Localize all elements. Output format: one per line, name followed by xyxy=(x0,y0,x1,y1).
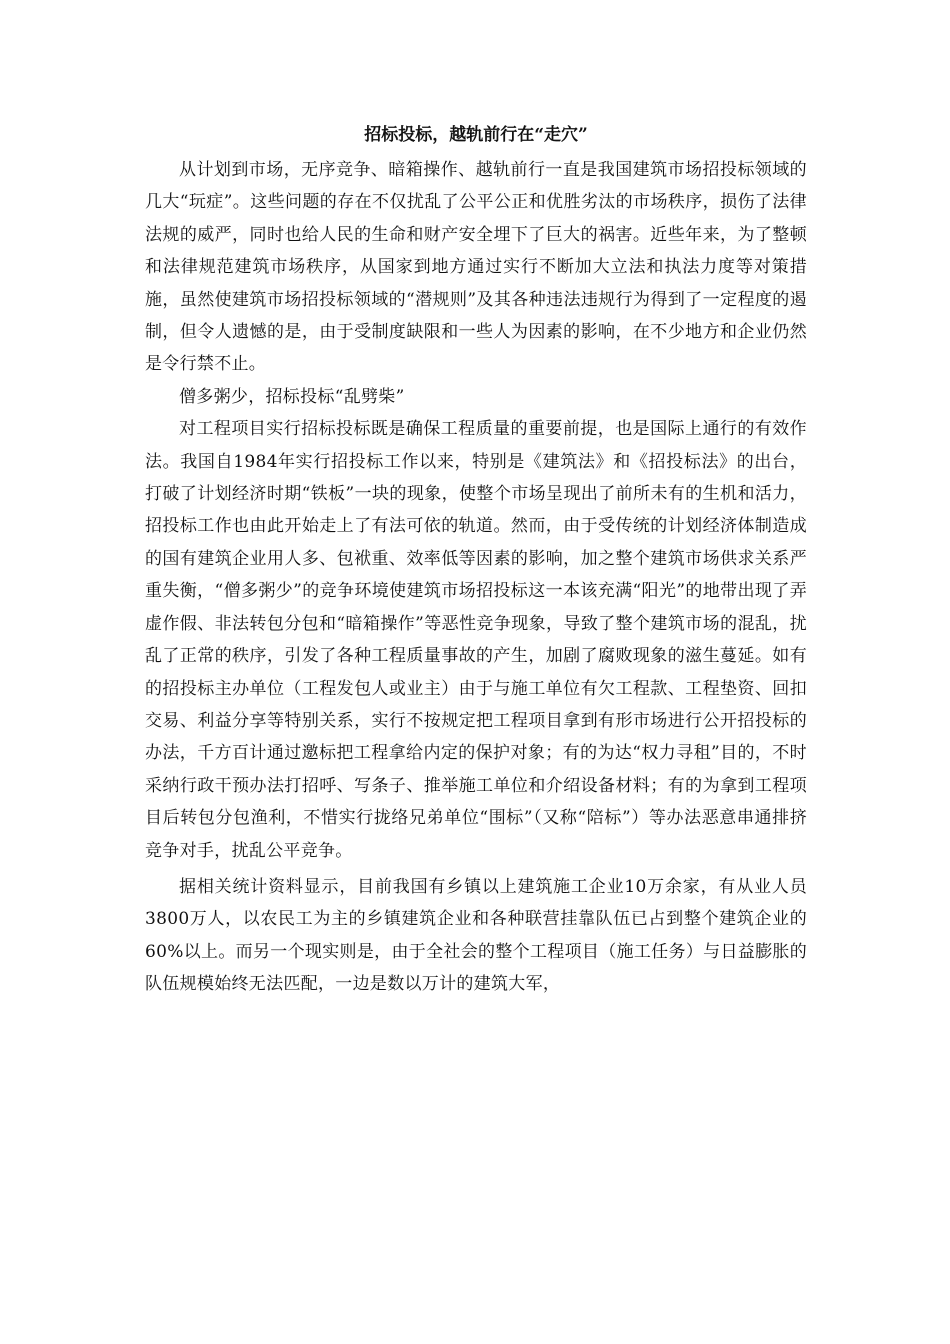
paragraph-intro: 从计划到市场，无序竞争、暗箱操作、越轨前行一直是我国建筑市场招投标领域的几大“玩症”。这些问题的存在不仅扰乱了公平公正和优胜劣汰的市场秩序，损伤了法律法规的威严，同时也给人民的生命和财产安全埋下了巨大的祸害。近些年来，为了整顿和法律规范建筑市场秩序，从国家到地方通过实行不断加大立法和执法力度等对策措施，虽然使建筑市场招投标领域的“潜规则”及其各种违法违规行为得到了一定程度的遏制，但令人遗憾的是，由于受制度缺限和一些人为因素的影响，在不少地方和企业仍然是令行禁不止。 xyxy=(145,160,807,375)
paragraph-bidding: 对工程项目实行招标投标既是确保工程质量的重要前提，也是国际上通行的有效作法。我国自1984年实行招投标工作以来，特别是《建筑法》和《招投标法》的出台，打破了计划经济时期“铁板”一块的现象，使整个市场呈现出了前所未有的生机和活力，招投标工作也由此开始走上了有法可依的轨道。然而，由于受传统的计划经济体制造成的国有建筑企业用人多、包袱重、效率低等因素的影响，加之整个建筑市场供求关系严重失衡，“僧多粥少”的竞争环境使建筑市场招投标这一本该充满“阳光”的地带出现了弄虚作假、非法转包分包和“暗箱操作”等恶性竞争现象，导致了整个建筑市场的混乱，扰乱了正常的秩序，引发了各种工程质量事故的产生，加剧了腐败现象的滋生蔓延。如有的招投标主办单位（工程发包人或业主）由于与施工单位有欠工程款、工程垫资、回扣交易、利益分享等特别关系，实行不按规定把工程项目拿到有形市场进行公开招投标的办法，千方百计通过邀标把工程拿给内定的保护对象；有的为达“权力寻租”目的，不时采纳行政干预办法打招呼、写条子、推举施工单位和介绍设备材料；有的为拿到工程项目后转包分包渔利，不惜实行拢络兄弟单位“围标”（又称“陪标”）等办法恶意串通排挤竞争对手，扰乱公平竞争。 xyxy=(145,419,807,861)
article-title: 招标投标，越轨前行在“走穴” xyxy=(364,125,588,145)
document-page xyxy=(145,120,807,1001)
paragraph-statistics: 据相关统计资料显示，目前我国有乡镇以上建筑施工企业10万余家，有从业人员3800万人，以农民工为主的乡镇建筑企业和各种联营挂靠队伍已占到整个建筑企业的60%以上。而另一个现实则是，由于全社会的整个工程项目（施工任务）与日益膨胀的队伍规模始终无法匹配，一边是数以万计的建筑大军， xyxy=(145,876,807,995)
section-heading: 僧多粥少，招标投标“乱劈柴” xyxy=(179,386,405,407)
